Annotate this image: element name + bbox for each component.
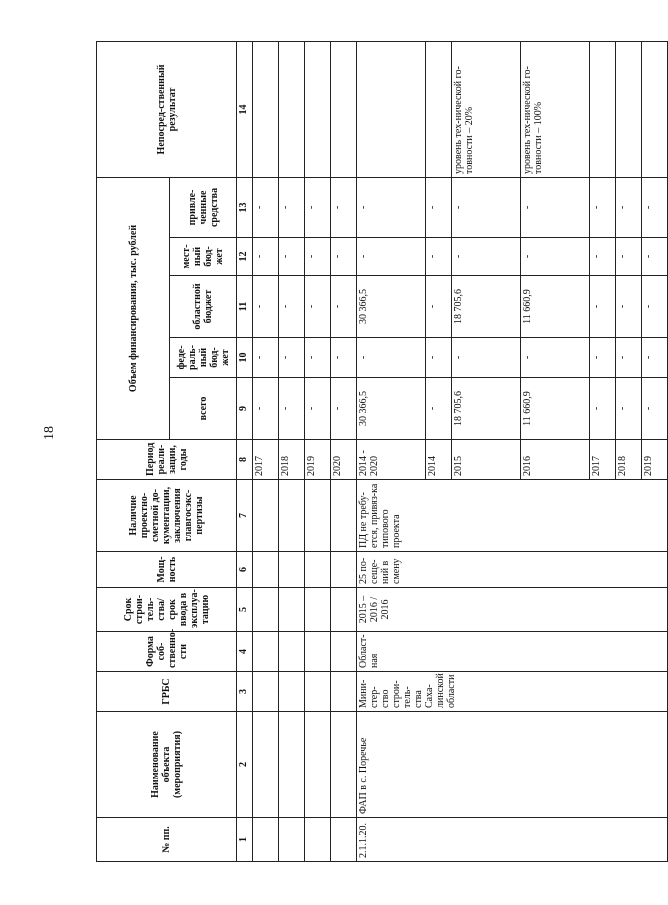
col-number: 8 xyxy=(237,440,253,480)
cell-empty xyxy=(279,552,305,588)
header-capacity: Мощ-ность xyxy=(97,552,237,588)
table-row xyxy=(253,41,279,861)
cell-result: уровень тех-нической го-товности – 100% xyxy=(521,41,590,177)
header-term: Срок строи-тель-ства/срок ввода в эксплуа-тацию xyxy=(97,588,237,632)
cell-empty xyxy=(305,818,331,862)
cell-empty xyxy=(331,588,357,632)
cell-regional: - xyxy=(426,276,452,338)
cell-federal: - xyxy=(426,338,452,378)
cell-regional: - xyxy=(642,276,668,338)
column-numbers-row xyxy=(237,41,253,861)
col-number: 12 xyxy=(237,238,253,276)
cell-year: 2017 xyxy=(253,440,279,480)
cell-empty xyxy=(305,712,331,818)
header-period: Период реали-зации, годы xyxy=(97,440,237,480)
table-row xyxy=(357,41,426,861)
cell-total: - xyxy=(305,378,331,440)
header-name: Наименование объекта (мероприятия) xyxy=(97,712,237,818)
cell-total: 18 705,6 xyxy=(452,378,521,440)
cell-federal: - xyxy=(357,338,426,378)
cell-object-grbs: Мини-стер-ство строи-тель-ства Саха-линской области xyxy=(357,672,668,712)
table-rotated-wrapper xyxy=(96,42,654,862)
cell-empty xyxy=(253,818,279,862)
cell-empty xyxy=(253,632,279,672)
cell-federal: - xyxy=(253,338,279,378)
cell-empty xyxy=(279,632,305,672)
cell-federal: - xyxy=(331,338,357,378)
col-number: 10 xyxy=(237,338,253,378)
cell-empty xyxy=(279,480,305,552)
cell-attracted: - xyxy=(279,177,305,237)
cell-empty xyxy=(331,632,357,672)
col-number: 7 xyxy=(237,480,253,552)
col-number: 6 xyxy=(237,552,253,588)
cell-local: - xyxy=(253,238,279,276)
col-number: 14 xyxy=(237,41,253,177)
cell-local: - xyxy=(357,238,426,276)
cell-total: - xyxy=(642,378,668,440)
cell-federal: - xyxy=(279,338,305,378)
header-attracted: привле-ченные средства xyxy=(170,177,237,237)
col-number: 11 xyxy=(237,276,253,338)
cell-federal: - xyxy=(452,338,521,378)
cell-federal: - xyxy=(616,338,642,378)
cell-empty xyxy=(331,672,357,712)
cell-total: 30 366,5 xyxy=(357,378,426,440)
col-number: 1 xyxy=(237,818,253,862)
cell-empty xyxy=(279,818,305,862)
cell-federal: - xyxy=(521,338,590,378)
cell-local: - xyxy=(521,238,590,276)
cell-regional: - xyxy=(616,276,642,338)
col-number: 3 xyxy=(237,672,253,712)
cell-total: - xyxy=(279,378,305,440)
cell-result xyxy=(331,41,357,177)
cell-result xyxy=(642,41,668,177)
cell-attracted: - xyxy=(590,177,616,237)
cell-regional: - xyxy=(590,276,616,338)
cell-local: - xyxy=(305,238,331,276)
cell-empty xyxy=(305,552,331,588)
cell-year: 2018 xyxy=(279,440,305,480)
cell-total: - xyxy=(590,378,616,440)
col-number: 5 xyxy=(237,588,253,632)
cell-result xyxy=(305,41,331,177)
cell-result xyxy=(357,41,426,177)
cell-total: - xyxy=(253,378,279,440)
header-total: всего xyxy=(170,378,237,440)
header-funding-group: Объем финансирования, тыс. рублей xyxy=(97,177,170,439)
table-row xyxy=(331,41,357,861)
cell-attracted: - xyxy=(331,177,357,237)
page-number: 18 xyxy=(42,426,57,440)
cell-attracted: - xyxy=(426,177,452,237)
cell-object-design-docs: ПД не требу-ется, привяз-ка типового проекта xyxy=(357,480,668,552)
cell-regional: - xyxy=(305,276,331,338)
cell-result xyxy=(253,41,279,177)
cell-empty xyxy=(253,480,279,552)
table-row xyxy=(279,41,305,861)
cell-regional: 11 660,9 xyxy=(521,276,590,338)
cell-year: 2018 xyxy=(616,440,642,480)
cell-attracted: - xyxy=(642,177,668,237)
cell-result: уровень тех-нической го-товности – 20% xyxy=(452,41,521,177)
cell-regional: 18 705,6 xyxy=(452,276,521,338)
cell-regional: - xyxy=(279,276,305,338)
cell-empty xyxy=(305,672,331,712)
cell-empty xyxy=(331,818,357,862)
cell-year: 2015 xyxy=(452,440,521,480)
header-ownership: Форма соб-ственно-сти xyxy=(97,632,237,672)
cell-year: 2020 xyxy=(331,440,357,480)
cell-empty xyxy=(305,480,331,552)
cell-total: - xyxy=(331,378,357,440)
cell-attracted: - xyxy=(253,177,279,237)
cell-result xyxy=(616,41,642,177)
cell-local: - xyxy=(642,238,668,276)
cell-year: 2014 - 2020 xyxy=(357,440,426,480)
cell-empty xyxy=(279,712,305,818)
cell-local: - xyxy=(331,238,357,276)
cell-regional: - xyxy=(331,276,357,338)
cell-empty xyxy=(279,672,305,712)
cell-attracted: - xyxy=(357,177,426,237)
cell-federal: - xyxy=(590,338,616,378)
header-regional: областной бюджет xyxy=(170,276,237,338)
cell-attracted: - xyxy=(521,177,590,237)
cell-result xyxy=(279,41,305,177)
cell-total: - xyxy=(426,378,452,440)
cell-total: 11 660,9 xyxy=(521,378,590,440)
header-federal: феде-раль-ный бюд-жет xyxy=(170,338,237,378)
cell-empty xyxy=(331,480,357,552)
cell-local: - xyxy=(590,238,616,276)
header-result: Непосред-ственный результат xyxy=(97,41,237,177)
cell-total: - xyxy=(616,378,642,440)
cell-federal: - xyxy=(305,338,331,378)
col-number: 2 xyxy=(237,712,253,818)
cell-empty xyxy=(305,588,331,632)
cell-object-term: 2015 – 2016 / 2016 xyxy=(357,588,668,632)
cell-year: 2016 xyxy=(521,440,590,480)
cell-attracted: - xyxy=(305,177,331,237)
cell-local: - xyxy=(452,238,521,276)
col-number: 4 xyxy=(237,632,253,672)
cell-year: 2017 xyxy=(590,440,616,480)
cell-federal: - xyxy=(642,338,668,378)
header-local: мест-ный бюд-жет xyxy=(170,238,237,276)
cell-empty xyxy=(253,552,279,588)
cell-year: 2019 xyxy=(642,440,668,480)
cell-year: 2014 xyxy=(426,440,452,480)
cell-regional: 30 366,5 xyxy=(357,276,426,338)
col-number: 9 xyxy=(237,378,253,440)
cell-empty xyxy=(305,632,331,672)
cell-attracted: - xyxy=(452,177,521,237)
cell-local: - xyxy=(279,238,305,276)
cell-empty xyxy=(253,672,279,712)
cell-regional: - xyxy=(253,276,279,338)
cell-empty xyxy=(253,712,279,818)
col-number: 13 xyxy=(237,177,253,237)
cell-empty xyxy=(331,552,357,588)
cell-year: 2019 xyxy=(305,440,331,480)
header-design-docs: Наличие проектно-сметной до-кументации, заключения главгосэкс-пертизы xyxy=(97,480,237,552)
cell-object-no: 2.1.1.20. xyxy=(357,818,668,862)
table-row xyxy=(305,41,331,861)
cell-local: - xyxy=(426,238,452,276)
cell-result xyxy=(590,41,616,177)
cell-empty xyxy=(331,712,357,818)
cell-object-capacity: 25 по-сеще-ний в смену xyxy=(357,552,668,588)
cell-attracted: - xyxy=(616,177,642,237)
cell-object-name: ФАП в с. Поречье xyxy=(357,712,668,818)
financing-table xyxy=(96,41,668,862)
header-grbs: ГРБС xyxy=(97,672,237,712)
cell-result xyxy=(426,41,452,177)
cell-object-ownership: Област-ная xyxy=(357,632,668,672)
cell-empty xyxy=(253,588,279,632)
header-no: № пп. xyxy=(97,818,237,862)
cell-empty xyxy=(279,588,305,632)
cell-local: - xyxy=(616,238,642,276)
